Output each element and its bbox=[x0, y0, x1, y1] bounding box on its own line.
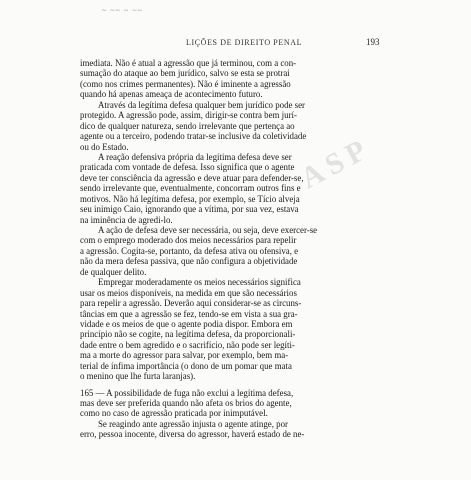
text-line: ma a morte do agressor para salvar, por exemplo, bem ma- bbox=[80, 350, 289, 361]
text-line: como no caso de agressão praticada por inimputável. bbox=[80, 408, 268, 419]
text-line: protegido. A agressão pode, assim, dirigir-se contra bem jurí- bbox=[80, 110, 297, 121]
text-line: não da mera defesa passiva, que não configura a objetividade bbox=[80, 256, 298, 267]
text-line: sendo irrelevante que, eventualmente, concorram outros fins e bbox=[80, 183, 301, 194]
text-line: dade entre o bem agredido e o sacrifício, não pode ser legíti- bbox=[80, 339, 295, 350]
text-line: o menino que lhe furta laranjas). bbox=[80, 371, 196, 382]
text-line: dico de qualquer natureza, sendo irrelevante que pertença ao bbox=[80, 120, 295, 131]
watermark: ASP bbox=[295, 131, 377, 196]
text-line: ou do Estado. bbox=[80, 141, 129, 152]
text-line: deve ter consciência da agressão e deve atuar para defender-se, bbox=[80, 172, 304, 183]
text-line: seu inimigo Caio, ignorando que a vítima, por sua vez, estava bbox=[80, 204, 299, 215]
text-line: Se reagindo ante agressão injusta o agente atinge, por bbox=[98, 418, 289, 429]
text-line: terial de ínfima importância (o dono de um pomar que mata bbox=[80, 360, 292, 371]
header-title: LIÇÕES DE DIREITO PENAL bbox=[186, 38, 303, 47]
text-line: de qualquer delito. bbox=[80, 266, 147, 277]
text-line: na iminência de agredi-lo. bbox=[80, 214, 173, 225]
text-line: para repelir a agressão. Deverão aqui considerar-se as circuns- bbox=[80, 298, 302, 309]
text-line: agente ou a terceiro, podendo tratar-se inclusive da coletividade bbox=[80, 131, 307, 142]
text-line: vidade e os meios de que o agente podia dispor. Embora em bbox=[80, 318, 293, 329]
text-line: praticada com vontade de defesa. Isso significa que o agente bbox=[80, 162, 295, 173]
top-mark: ~ ~~ ~ ~~ bbox=[102, 6, 143, 15]
text-line: (como nos crimes permanentes). Não é iminente a agressão bbox=[80, 78, 291, 89]
text-line: A reação defensiva própria da legítima defesa deve ser bbox=[98, 151, 292, 162]
text-line: Através da legítima defesa qualquer bem jurídico pode ser bbox=[98, 99, 306, 110]
text-line: princípio não se cogite, na legítima defesa, da proporcionali- bbox=[80, 329, 296, 340]
text-line: imediata. Não é atual a agressão que já terminou, com a con- bbox=[80, 58, 297, 68]
text-line: A ação de defesa deve ser necessária, ou seja, deve exercer-se bbox=[98, 225, 318, 235]
text-line: usar os meios disponíveis, na medida em que são necessários bbox=[80, 287, 297, 298]
text-line: mas deve ser preferida quando não afeta os brios do agente, bbox=[80, 398, 292, 408]
text-line: Empregar moderadamente os meios necessários significa bbox=[98, 277, 301, 288]
text-line: motivos. Não há legítima defesa, por exemplo, se Tício alveja bbox=[80, 193, 300, 204]
page-number: 193 bbox=[366, 37, 380, 47]
text-line: com o emprego moderado dos meios necessários para repelir bbox=[80, 235, 297, 246]
text-line: 165 — A possibilidade de fuga não exclui a legítima defesa, bbox=[80, 387, 294, 398]
text-line: erro, pessoa inocente, diversa do agressor, haverá estado de ne- bbox=[80, 429, 305, 440]
text-line: a agressão. Cogita-se, portanto, da defesa ativa ou ofensiva, e bbox=[80, 245, 299, 256]
text-line: sumação do ataque ao bem jurídico, salvo se esta se protrai bbox=[80, 68, 290, 79]
body-text bbox=[80, 58, 386, 440]
text-line: quando há apenas ameaça de acontecimento futuro. bbox=[80, 89, 263, 100]
running-header bbox=[0, 38, 471, 52]
text-line: tâncias em que a agressão se fez, tendo-se em vista a sua gra- bbox=[80, 308, 298, 319]
